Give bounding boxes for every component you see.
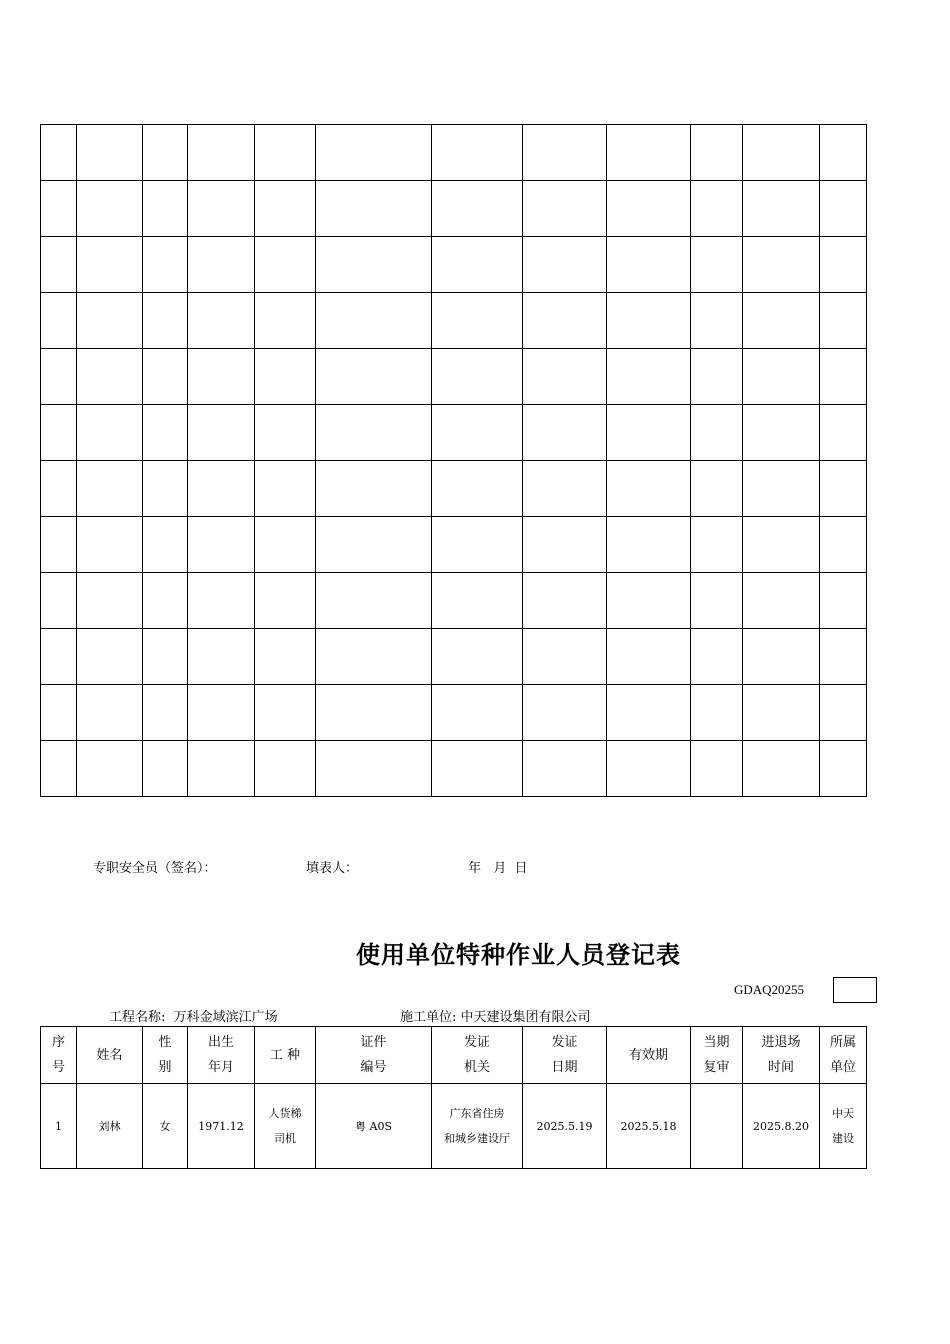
blank-grid-cell (691, 573, 743, 629)
blank-grid-row (41, 405, 867, 461)
form-filler-label: 填表人： (306, 861, 359, 876)
blank-grid-cell (820, 629, 867, 685)
blank-grid-cell (41, 349, 77, 405)
blank-grid-cell (607, 629, 691, 685)
blank-grid-cell (77, 349, 143, 405)
form-code-box (833, 977, 877, 1003)
blank-grid-cell (691, 461, 743, 517)
blank-grid-cell (523, 349, 607, 405)
blank-grid-cell (41, 461, 77, 517)
blank-grid-cell (523, 573, 607, 629)
header-cell: 序 号 (41, 1027, 77, 1084)
blank-grid-cell (743, 125, 820, 181)
blank-grid-cell (188, 349, 255, 405)
table-cell: 2025.5.19 (523, 1084, 607, 1169)
blank-grid-row (41, 461, 867, 517)
blank-grid-cell (820, 741, 867, 797)
blank-grid-row (41, 125, 867, 181)
blank-grid-cell (188, 293, 255, 349)
blank-grid-cell (432, 629, 523, 685)
blank-grid-cell (77, 629, 143, 685)
blank-grid-cell (255, 517, 316, 573)
blank-grid-cell (255, 629, 316, 685)
blank-grid-cell (432, 685, 523, 741)
blank-grid-cell (188, 573, 255, 629)
blank-grid-cell (743, 349, 820, 405)
blank-grid-cell (743, 293, 820, 349)
blank-grid-cell (743, 573, 820, 629)
blank-grid-cell (41, 741, 77, 797)
blank-grid-cell (432, 461, 523, 517)
blank-grid-cell (820, 573, 867, 629)
blank-grid-cell (691, 181, 743, 237)
header-cell: 姓名 (77, 1027, 143, 1084)
header-cell: 发证 机关 (432, 1027, 523, 1084)
blank-grid-cell (143, 125, 188, 181)
blank-grid-cell (77, 573, 143, 629)
blank-grid-cell (432, 405, 523, 461)
table-cell: 2025.5.18 (607, 1084, 691, 1169)
blank-grid-cell (820, 181, 867, 237)
blank-grid-cell (820, 349, 867, 405)
blank-grid-cell (316, 125, 432, 181)
header-cell: 有效期 (607, 1027, 691, 1084)
blank-grid-cell (77, 461, 143, 517)
blank-grid-cell (820, 293, 867, 349)
blank-grid-cell (523, 685, 607, 741)
blank-grid-cell (188, 629, 255, 685)
blank-grid-cell (743, 461, 820, 517)
blank-grid-cell (143, 685, 188, 741)
blank-grid-cell (316, 461, 432, 517)
blank-grid-cell (316, 517, 432, 573)
blank-grid-cell (432, 573, 523, 629)
blank-grid-cell (743, 685, 820, 741)
blank-grid-cell (316, 237, 432, 293)
blank-grid-cell (316, 573, 432, 629)
blank-grid-cell (143, 237, 188, 293)
table-cell: 中天 建设 (820, 1084, 867, 1169)
blank-grid-cell (523, 181, 607, 237)
blank-grid-cell (77, 517, 143, 573)
blank-grid-cell (691, 517, 743, 573)
blank-grid-cell (523, 741, 607, 797)
header-cell: 工 种 (255, 1027, 316, 1084)
blank-grid-cell (523, 629, 607, 685)
blank-grid-cell (143, 517, 188, 573)
blank-grid-cell (691, 349, 743, 405)
blank-grid-cell (143, 461, 188, 517)
table-row (41, 1084, 867, 1169)
blank-grid-row (41, 181, 867, 237)
blank-grid-cell (143, 405, 188, 461)
blank-grid-cell (607, 741, 691, 797)
table-cell: 1 (41, 1084, 77, 1169)
date-label: 年 月 日 (468, 861, 528, 876)
table-cell: 女 (143, 1084, 188, 1169)
blank-grid-cell (41, 685, 77, 741)
blank-grid-cell (523, 517, 607, 573)
blank-grid-cell (691, 293, 743, 349)
blank-grid-cell (41, 181, 77, 237)
blank-grid-cell (41, 405, 77, 461)
blank-grid-cell (607, 405, 691, 461)
blank-grid-row (41, 629, 867, 685)
contractor-name: 施工单位: 中天建设集团有限公司 (400, 1010, 591, 1025)
blank-grid-cell (255, 405, 316, 461)
blank-grid-cell (820, 685, 867, 741)
blank-grid-cell (607, 461, 691, 517)
blank-grid-cell (523, 125, 607, 181)
table-cell: 刘林 (77, 1084, 143, 1169)
form-title: 使用单位特种作业人员登记表 (356, 941, 681, 969)
blank-grid-cell (143, 181, 188, 237)
blank-grid-cell (41, 573, 77, 629)
blank-grid-cell (77, 685, 143, 741)
blank-grid-cell (41, 293, 77, 349)
table-cell: 人货梯 司机 (255, 1084, 316, 1169)
blank-grid-cell (432, 237, 523, 293)
blank-grid-cell (255, 237, 316, 293)
blank-grid-cell (691, 629, 743, 685)
blank-grid-cell (607, 237, 691, 293)
blank-grid-cell (255, 685, 316, 741)
blank-grid-cell (77, 181, 143, 237)
blank-grid-cell (820, 517, 867, 573)
header-cell: 出生 年月 (188, 1027, 255, 1084)
blank-grid-row (41, 349, 867, 405)
blank-grid-cell (691, 405, 743, 461)
blank-grid-cell (820, 237, 867, 293)
blank-grid-row (41, 685, 867, 741)
blank-grid-cell (607, 573, 691, 629)
blank-grid-cell (743, 517, 820, 573)
blank-grid-cell (432, 125, 523, 181)
blank-grid-cell (432, 181, 523, 237)
blank-grid-cell (820, 461, 867, 517)
table-cell: 粤 A0S (316, 1084, 432, 1169)
blank-grid-cell (607, 181, 691, 237)
blank-grid-cell (743, 741, 820, 797)
blank-grid-cell (691, 237, 743, 293)
blank-grid-cell (77, 293, 143, 349)
blank-grid-cell (820, 125, 867, 181)
blank-grid-cell (255, 461, 316, 517)
blank-grid-row (41, 573, 867, 629)
blank-grid-cell (143, 573, 188, 629)
blank-grid-cell (607, 685, 691, 741)
blank-grid-cell (432, 293, 523, 349)
blank-grid-cell (255, 181, 316, 237)
blank-grid-cell (255, 741, 316, 797)
blank-grid-cell (691, 125, 743, 181)
blank-grid-row (41, 237, 867, 293)
blank-grid-cell (316, 181, 432, 237)
blank-grid-cell (255, 125, 316, 181)
table-cell: 1971.12 (188, 1084, 255, 1169)
blank-grid-cell (691, 741, 743, 797)
blank-grid-cell (432, 349, 523, 405)
blank-grid-cell (523, 237, 607, 293)
blank-grid-cell (607, 349, 691, 405)
blank-grid-cell (607, 293, 691, 349)
blank-grid-cell (41, 629, 77, 685)
safety-officer-signature-label: 专职安全员（签名）： (93, 861, 217, 876)
blank-grid-cell (255, 293, 316, 349)
blank-grid-cell (316, 293, 432, 349)
blank-grid-cell (743, 629, 820, 685)
form-code: GDAQ20255 (734, 982, 805, 997)
header-cell: 所属 单位 (820, 1027, 867, 1084)
blank-grid-cell (523, 293, 607, 349)
blank-register-grid (40, 124, 867, 797)
blank-grid-cell (188, 405, 255, 461)
blank-grid-cell (523, 405, 607, 461)
blank-grid-cell (41, 237, 77, 293)
personnel-register-table (40, 1026, 867, 1169)
blank-grid-cell (188, 461, 255, 517)
blank-grid-cell (316, 685, 432, 741)
blank-grid-row (41, 293, 867, 349)
blank-grid-cell (316, 349, 432, 405)
blank-grid-cell (316, 405, 432, 461)
header-cell: 发证 日期 (523, 1027, 607, 1084)
blank-grid-cell (316, 629, 432, 685)
blank-grid-cell (188, 741, 255, 797)
header-cell: 性 别 (143, 1027, 188, 1084)
blank-grid-cell (316, 741, 432, 797)
blank-grid-cell (255, 573, 316, 629)
blank-grid-cell (743, 181, 820, 237)
header-cell: 进退场 时间 (743, 1027, 820, 1084)
header-cell: 当期 复审 (691, 1027, 743, 1084)
blank-grid-row (41, 517, 867, 573)
blank-grid-cell (77, 125, 143, 181)
blank-grid-cell (77, 405, 143, 461)
blank-grid-cell (188, 685, 255, 741)
blank-grid-cell (41, 517, 77, 573)
blank-grid-cell (432, 517, 523, 573)
blank-grid-body (41, 125, 867, 797)
blank-grid-cell (188, 517, 255, 573)
table-cell: 2025.8.20 (743, 1084, 820, 1169)
table-cell: 广东省住房 和城乡建设厅 (432, 1084, 523, 1169)
project-name: 工程名称: 万科金域滨江广场 (109, 1010, 278, 1025)
blank-grid-cell (691, 685, 743, 741)
table-header-row (41, 1027, 867, 1084)
blank-grid-cell (77, 237, 143, 293)
blank-grid-cell (188, 125, 255, 181)
blank-grid-cell (820, 405, 867, 461)
blank-grid-cell (523, 461, 607, 517)
blank-grid-cell (143, 293, 188, 349)
blank-grid-cell (432, 741, 523, 797)
blank-grid-cell (255, 349, 316, 405)
blank-grid-cell (188, 181, 255, 237)
blank-grid-row (41, 741, 867, 797)
blank-grid-cell (143, 629, 188, 685)
blank-grid-cell (607, 517, 691, 573)
blank-grid-cell (41, 125, 77, 181)
table-cell (691, 1084, 743, 1169)
blank-grid-cell (143, 349, 188, 405)
blank-grid-cell (743, 237, 820, 293)
blank-grid-cell (743, 405, 820, 461)
header-cell: 证件 编号 (316, 1027, 432, 1084)
blank-grid-cell (188, 237, 255, 293)
blank-grid-cell (143, 741, 188, 797)
blank-grid-cell (607, 125, 691, 181)
blank-grid-cell (77, 741, 143, 797)
